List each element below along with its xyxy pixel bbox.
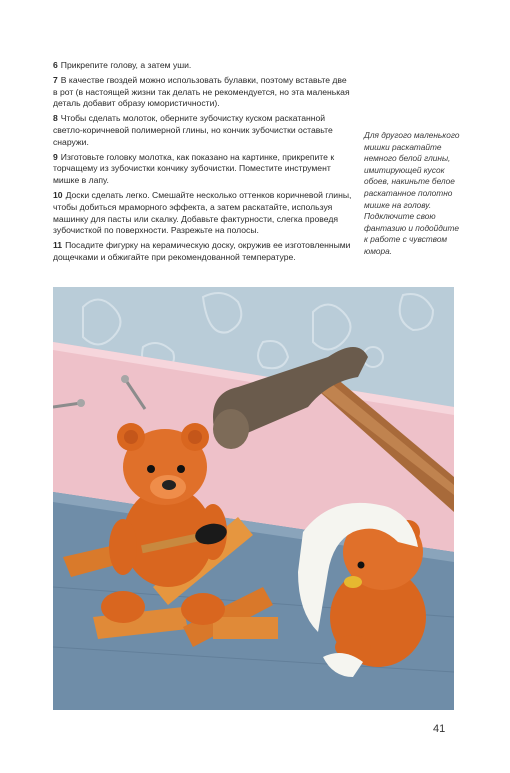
step-7 [53, 75, 353, 110]
page-number: 41 [433, 723, 446, 735]
step-number: 8 [53, 113, 58, 124]
step-text: В качестве гвоздей можно использовать булавки, поэтому вставьте две в рот (в настоящей жизни так делать не рекомендуется, но эта маленькая деталь добавит образу юмористичности). [53, 74, 350, 109]
step-9 [53, 152, 353, 187]
clay-bears-photo [53, 287, 454, 710]
step-text: Прикрепите голову, а затем уши. [60, 60, 192, 70]
side-note: Для другого маленького мишки раскатайте немного белой глины, имитирующей кусок обоев, накиньте белое раскатанное полотно мишке на голову. Подключите свою фантазию и подойдите к работе с чувством юмора. [364, 130, 460, 256]
instruction-steps [53, 60, 353, 267]
step-11 [53, 240, 353, 264]
step-text: Изготовьте головку молотка, как показано на картинке, прикрепите к торчащему из зубочистки кончику зубочистки. Поместите инструмент мишке в лапу. [53, 151, 335, 186]
step-text: Чтобы сделать молоток, оберните зубочистку куском раскатанной светло-коричневой полимерной глины, но кончик зубочистки оставьте снаружи. [53, 113, 333, 147]
step-number: 7 [53, 74, 58, 85]
step-6 [53, 60, 353, 72]
step-10 [53, 190, 353, 237]
step-number: 9 [53, 151, 58, 162]
step-number: 11 [53, 240, 63, 251]
step-text: Посадите фигурку на керамическую доску, окружив ее изготовленными дощечками и обжигайте при рекомендованной температуре. [53, 240, 351, 262]
step-number: 6 [53, 60, 58, 70]
step-text: Доски сделать легко. Смешайте несколько оттенков коричневой глины, чтобы добиться мраморного эффекта, а затем раскатайте, используя машинку для пасты или скалку. Добавьте фактурности, слегка проведя зубочисткой по поверхности. Разрежьте на полосы. [53, 189, 352, 236]
step-number: 10 [53, 189, 63, 200]
step-8 [53, 113, 353, 148]
